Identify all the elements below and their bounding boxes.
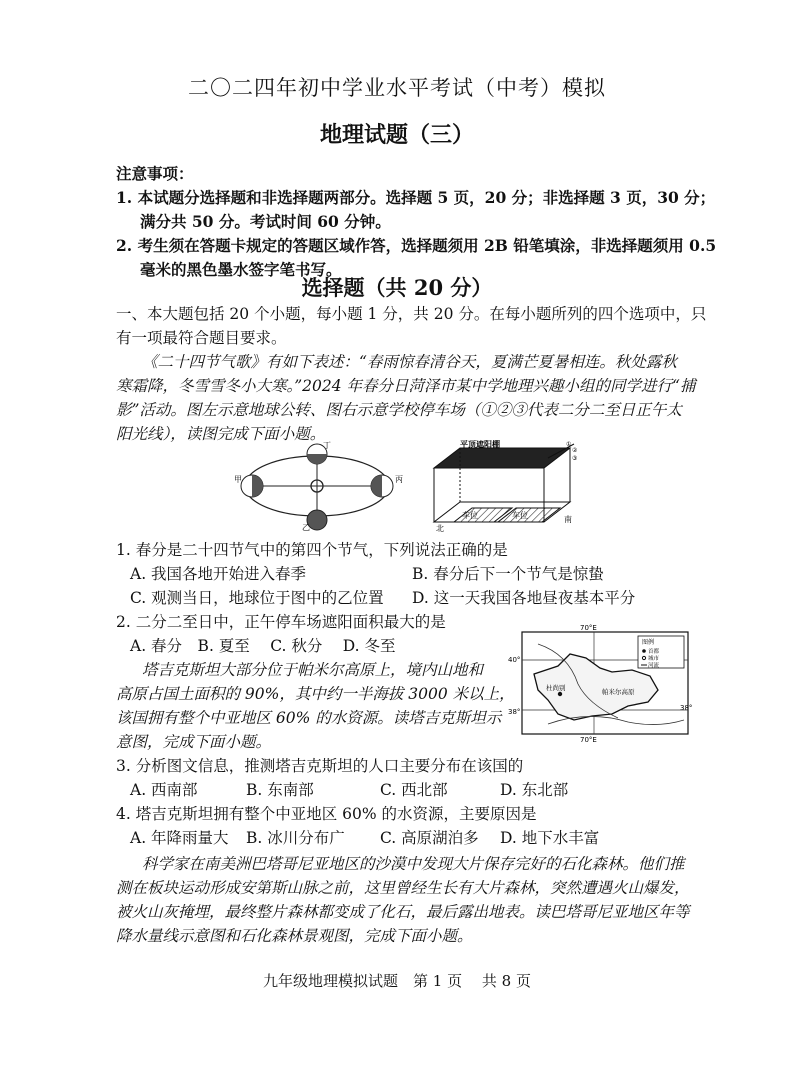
ray-3: ③ [572, 455, 578, 462]
lat-38-right: 38° [680, 704, 693, 712]
q3-option-d: D. 东北部 [500, 781, 569, 799]
earth-bottom [307, 510, 327, 530]
orbit-figure [232, 440, 402, 532]
subject-title: 地理试题（三） [319, 122, 474, 148]
lon-top: 70°E [580, 624, 597, 632]
notice-item-1: 1. 本试题分选择题和非选择题两部分。选择题 5 页，20 分；非选择题 3 页，30 分； [116, 188, 716, 207]
car-slot-2: 车位 [512, 511, 528, 520]
city-label-2: 帕米尔高原 [602, 688, 635, 696]
passage1-line4: 阳光线），读图完成下面小题。 [116, 425, 326, 443]
lon-bottom: 70°E [580, 736, 597, 744]
passage3-line2: 测在板块运动形成安第斯山脉之前，这里曾经生长有大片森林，突然遭遇火山爆发， [116, 879, 690, 897]
lat-38-left: 38° [508, 708, 521, 716]
city-label-1: 杜尚别 [546, 684, 566, 692]
orbit-label-bottom: 乙 [302, 523, 310, 532]
section-intro: 一、本大题包括 20 个小题，每小题 1 分，共 20 分。在每小题所列的四个选项中，只 [116, 305, 707, 323]
q3-option-c: C. 西北部 [380, 781, 448, 799]
passage1-line3: 影”活动。图左示意地球公转、图右示意学校停车场（①②③代表二分二至日正午太 [116, 401, 682, 419]
q3-option-a: A. 西南部 [130, 781, 198, 799]
legend-title: 图例 [642, 639, 655, 646]
lat-40: 40° [508, 656, 521, 664]
sunshade-roof [434, 448, 570, 468]
notice-item-2: 2. 考生须在答题卡规定的答题区域作答，选择题须用 2B 铅笔填涂，非选择题须用 0.5 [116, 236, 717, 255]
q1-option-b: B. 春分后下一个节气是惊蛰 [412, 565, 604, 583]
legend-river: 河流 [648, 663, 660, 669]
north-label: 北 [436, 524, 444, 533]
q1-option-a: A. 我国各地开始进入春季 [130, 565, 307, 583]
car-slot-1: 车位 [462, 511, 478, 520]
passage2-line4: 意图，完成下面小题。 [116, 733, 272, 751]
q1-stem: 1. 春分是二十四节气中的第四个节气，下列说法正确的是 [116, 541, 508, 559]
passage2-line3: 该国拥有整个中亚地区 60% 的水资源。读塔吉克斯坦示 [116, 709, 502, 727]
notice-item-1-cont: 满分共 50 分。考试时间 60 分钟。 [140, 212, 391, 231]
passage1-line2: 寒霜降，冬雪雪冬小大寒。”2024 年春分日菏泽市某中学地理兴趣小组的同学进行“捕 [116, 377, 696, 395]
legend-city: 城市 [648, 656, 660, 662]
notice-heading: 注意事项： [116, 164, 194, 183]
notice-item-2-cont: 毫米的黑色墨水签字笔书写。 [140, 260, 342, 279]
passage3-line1: 科学家在南美洲巴塔哥尼亚地区的沙漠中发现大片保存完好的石化森林。他们推 [142, 855, 685, 873]
q4-stem: 4. 塔吉克斯坦拥有整个中亚地区 60% 的水资源，主要原因是 [116, 805, 537, 823]
q2-stem: 2. 二分二至日中，正午停车场遮阳面积最大的是 [116, 613, 446, 631]
q3-option-b: B. 东南部 [246, 781, 314, 799]
q4-option-b: B. 冰川分布广 [246, 829, 345, 847]
passage2-line1: 塔吉克斯坦大部分位于帕米尔高原上，境内山地和 [142, 661, 484, 679]
q4-option-c: C. 高原湖泊多 [380, 829, 479, 847]
q1-option-d: D. 这一天我国各地昼夜基本平分 [412, 589, 636, 607]
q3-stem: 3. 分析图文信息，推测塔吉克斯坦的人口主要分布在该国的 [116, 757, 524, 775]
orbit-label-left: 甲 [234, 475, 242, 484]
page-footer: 九年级地理模拟试题 第 1 页 共 8 页 [263, 972, 531, 990]
section-intro-cont: 有一项最符合题目要求。 [116, 329, 287, 347]
legend-capital: 首都 [648, 649, 660, 655]
roof-label: 平顶遮阳棚 [460, 440, 500, 449]
q2-options: A. 春分 B. 夏至 C. 秋分 D. 冬至 [130, 637, 396, 655]
q4-option-d: D. 地下水丰富 [500, 829, 600, 847]
parking-figure [424, 438, 580, 532]
q4-option-a: A. 年降雨量大 [130, 829, 229, 847]
passage2-line2: 高原占国土面积的 90%，其中约一半海拔 3000 米以上， [116, 685, 515, 703]
passage3-line3: 被火山灰掩埋，最终整片森林都变成了化石，最后露出地表。读巴塔哥尼亚地区年等 [116, 903, 690, 921]
section-title: 选择题（共 20 分） [301, 275, 493, 300]
capital-dushanbe [558, 692, 562, 696]
passage3-line4: 降水量线示意图和石化森林景观图，完成下面小题。 [116, 927, 473, 945]
q1-option-c: C. 观测当日，地球位于图中的乙位置 [130, 589, 384, 607]
exam-title: 二〇二四年初中学业水平考试（中考）模拟 [188, 76, 606, 100]
orbit-label-top: 丁 [323, 441, 331, 450]
orbit-label-right: 丙 [395, 475, 403, 484]
south-label: 南 [564, 515, 572, 524]
ray-2: ② [572, 447, 578, 454]
passage1-line1: 《二十四节气歌》有如下表述：“春雨惊春清谷天，夏满芒夏暑相连。秋处露秋 [142, 353, 677, 371]
tajikistan-map [508, 624, 694, 744]
ray-1: ① [566, 441, 572, 448]
